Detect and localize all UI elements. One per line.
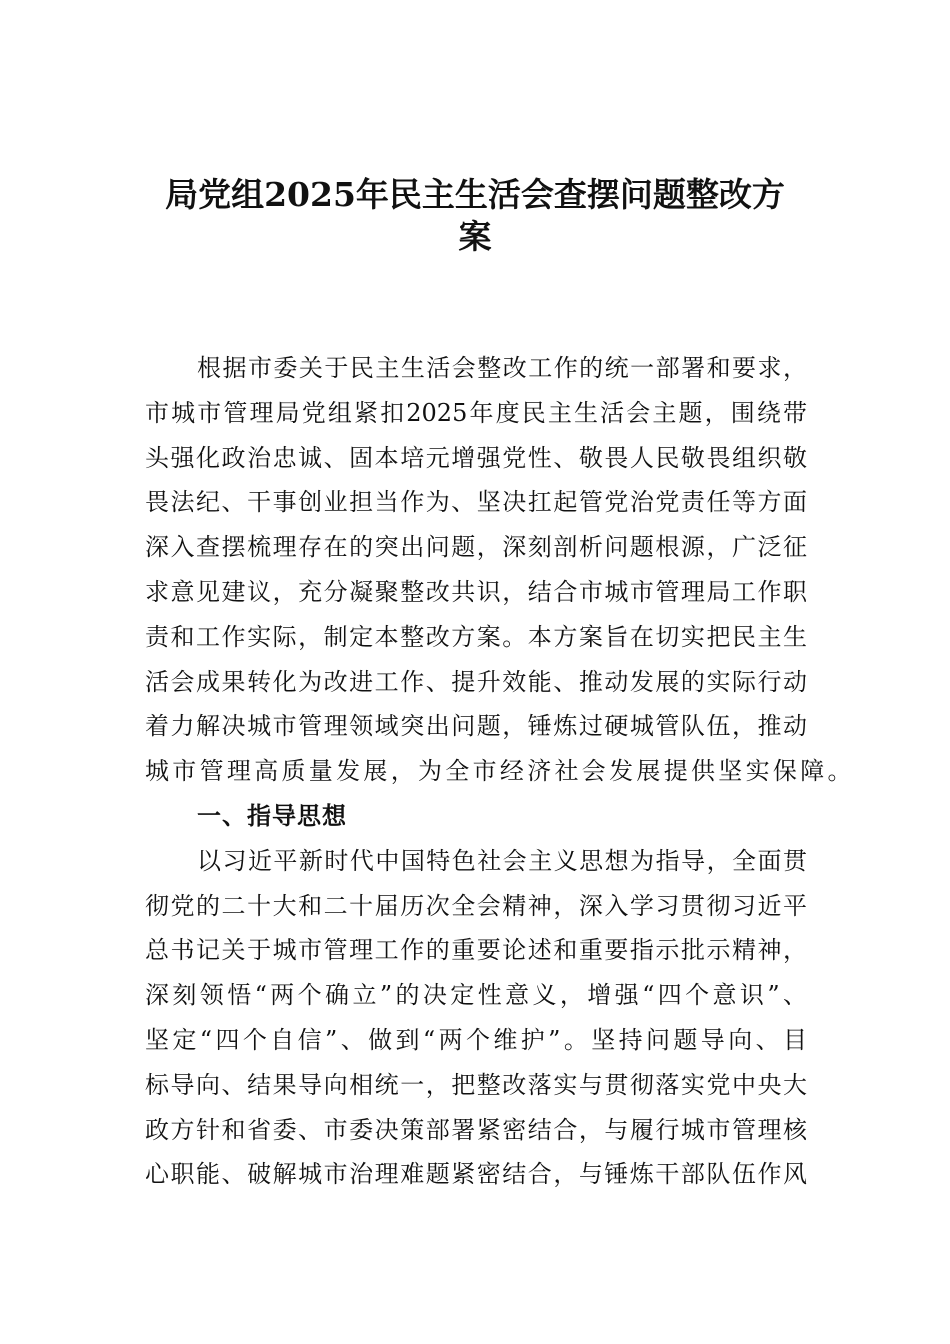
text-line: 城市管理高质量发展，为全市经济社会发展提供坚实保障。 <box>145 757 855 786</box>
text-line: 畏法纪、干事创业担当作为、坚决扛起管党治党责任等方面 <box>145 488 807 517</box>
paragraph-intro <box>145 346 855 794</box>
text-line: 坚定“四个自信”、做到“两个维护”。坚持问题导向、目 <box>145 1025 807 1054</box>
text-line: 深入查摆梳理存在的突出问题，深刻剖析问题根源，广泛征 <box>145 533 807 562</box>
text-line: 深刻领悟“两个确立”的决定性意义，增强“四个意识”、 <box>145 981 807 1010</box>
text-line: 根据市委关于民主生活会整改工作的统一部署和要求， <box>197 354 807 382</box>
text-line: 活会成果转化为改进工作、提升效能、推动发展的实际行动 <box>145 667 807 696</box>
text-line: 心职能、破解城市治理难题紧密结合，与锤炼干部队伍作风 <box>145 1160 807 1189</box>
text-line: 以习近平新时代中国特色社会主义思想为指导，全面贯 <box>197 846 807 875</box>
text-line: 政方针和省委、市委决策部署紧密结合，与履行城市管理核 <box>145 1115 807 1144</box>
section-heading-guiding-ideology: 一、指导思想 <box>197 801 347 830</box>
text-line: 求意见建议，充分凝聚整改共识，结合市城市管理局工作职 <box>145 577 807 606</box>
text-line: 着力解决城市管理领域突出问题，锤炼过硬城管队伍，推动 <box>145 712 807 741</box>
paragraph-guiding-ideology <box>145 839 807 1197</box>
document-title-line-1: 局党组2025年民主生活会查摆问题整改方 <box>165 175 785 214</box>
document-body <box>145 346 855 1197</box>
text-line: 标导向、结果导向相统一，把整改落实与贯彻落实党中央大 <box>145 1070 807 1099</box>
document-title-line-2: 案 <box>458 217 492 256</box>
text-line: 彻党的二十大和二十届历次全会精神，深入学习贯彻习近平 <box>145 891 807 920</box>
text-line: 总书记关于城市管理工作的重要论述和重要指示批示精神， <box>145 936 807 965</box>
text-line: 头强化政治忠诚、固本培元增强党性、敬畏人民敬畏组织敬 <box>145 443 807 472</box>
text-line: 责和工作实际，制定本整改方案。本方案旨在切实把民主生 <box>145 622 807 651</box>
text-line: 市城市管理局党组紧扣2025年度民主生活会主题，围绕带 <box>145 398 807 427</box>
